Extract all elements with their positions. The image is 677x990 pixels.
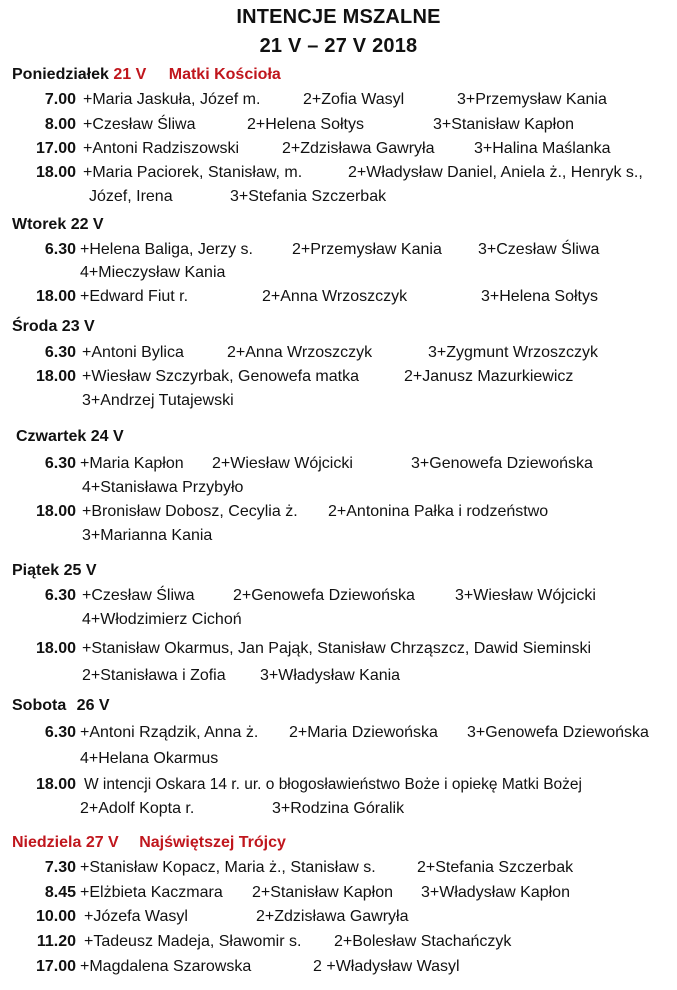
- intention-1: +Maria Kapłon: [80, 455, 184, 472]
- intention-2: 2+Antonina Pałka i rodzeństwo: [328, 503, 549, 520]
- mass-time: 17.00: [35, 958, 76, 975]
- intention-2: 2+Anna Wrzoszczyk: [262, 288, 408, 305]
- mass-time: 8.45: [44, 884, 76, 901]
- intention-1: +Elżbieta Kaczmara: [80, 884, 223, 901]
- feast-name: Matki Kościoła: [168, 66, 281, 83]
- intention-2: 2+Zofia Wasyl: [303, 91, 405, 108]
- intention-cont-1: 2+Stanisława i Zofia: [82, 667, 226, 684]
- mass-time: 7.30: [44, 859, 76, 876]
- mass-row-continuation: [82, 391, 234, 411]
- day-name: Czwartek: [16, 428, 87, 445]
- day-date: 26 V: [76, 697, 110, 714]
- intention-cont-1: 4+Włodzimierz Cichoń: [82, 611, 242, 628]
- intention-3: 3+Czesław Śliwa: [478, 241, 600, 258]
- intention-1: +Józefa Wasyl: [84, 908, 188, 925]
- intention-2: 2+Zdzisława Gawryła: [282, 140, 435, 157]
- intention-3: 3+Przemysław Kania: [457, 91, 607, 108]
- day-heading-friday: [12, 562, 97, 580]
- intention-1: W intencji Oskara 14 r. ur. o błogosławieństwo Boże i opiekę Matki Bożej: [84, 776, 582, 793]
- day-name: Środa: [12, 318, 58, 335]
- day-date: 22 V: [70, 216, 104, 233]
- intention-1: +Antoni Bylica: [82, 344, 184, 361]
- intention-cont-2: 3+Rodzina Góralik: [272, 800, 405, 817]
- intention-cont-1: Józef, Irena: [89, 188, 173, 205]
- day-date: 21 V: [113, 66, 147, 83]
- intention-3: 3+Zygmunt Wrzoszczyk: [428, 344, 598, 361]
- intention-3: 3+Władysław Kapłon: [421, 884, 570, 901]
- mass-time: 6.30: [44, 344, 76, 361]
- intention-cont-1: 4+Helana Okarmus: [80, 750, 219, 767]
- intention-1: +Antoni Radziszowski: [83, 140, 240, 157]
- day-name: Wtorek: [12, 216, 67, 233]
- intention-1: +Antoni Rządzik, Anna ż.: [80, 724, 259, 741]
- intention-2: 2+Stefania Szczerbak: [417, 859, 574, 876]
- intention-2: 2+Przemysław Kania: [292, 241, 442, 258]
- intention-cont-2: 3+Stefania Szczerbak: [230, 188, 387, 205]
- date-range: 21 V – 27 V 2018: [259, 35, 418, 57]
- mass-time: 18.00: [35, 164, 76, 181]
- day-name: Niedziela: [12, 834, 82, 851]
- intention-3: 3+Genowefa Dziewońska: [411, 455, 593, 472]
- day-name: Sobota: [12, 697, 67, 714]
- mass-row-continuation: [89, 187, 387, 207]
- day-name: Poniedziałek: [12, 66, 109, 83]
- day-heading-thursday: [16, 428, 124, 446]
- mass-time: 6.30: [44, 241, 76, 258]
- intention-1: +Helena Baliga, Jerzy s.: [80, 241, 253, 258]
- mass-time: 18.00: [35, 368, 76, 385]
- mass-time: 11.20: [36, 933, 76, 950]
- day-heading-saturday: [12, 697, 110, 715]
- intention-2: 2 +Władysław Wasyl: [313, 958, 460, 975]
- intention-cont-1: 4+Mieczysław Kania: [80, 264, 226, 281]
- intention-1: +Czesław Śliwa: [83, 116, 196, 133]
- mass-time: 18.00: [35, 288, 76, 305]
- intention-1: +Edward Fiut r.: [80, 288, 189, 305]
- intention-1: +Stanisław Okarmus, Jan Pająk, Stanisław Chrząszcz, Dawid Sieminski: [82, 640, 592, 657]
- mass-time: 6.30: [44, 724, 76, 741]
- intention-2: 2+Maria Dziewońska: [289, 724, 438, 741]
- intention-1: +Maria Paciorek, Stanisław, m.: [83, 164, 303, 181]
- intention-2: 2+Janusz Mazurkiewicz: [404, 368, 574, 385]
- intention-1: +Maria Jaskuła, Józef m.: [83, 91, 261, 108]
- intention-1: +Tadeusz Madeja, Sławomir s.: [84, 933, 302, 950]
- day-date: 24 V: [90, 428, 124, 445]
- intention-2: 2+Władysław Daniel, Aniela ż., Henryk s.,: [348, 164, 643, 181]
- mass-time: 6.30: [44, 587, 76, 604]
- day-heading-monday: [12, 66, 281, 84]
- intention-1: +Bronisław Dobosz, Cecylia ż.: [82, 503, 298, 520]
- intention-2: 2+Helena Sołtys: [247, 116, 364, 133]
- mass-time: 18.00: [35, 776, 76, 793]
- intention-2: 2+Stanisław Kapłon: [252, 884, 393, 901]
- day-date: 23 V: [61, 318, 95, 335]
- intention-3: 3+Stanisław Kapłon: [433, 116, 574, 133]
- mass-row-continuation: [80, 749, 218, 769]
- mass-row-continuation: [80, 263, 225, 283]
- mass-row-continuation: [82, 478, 243, 498]
- mass-time: 18.00: [35, 503, 76, 520]
- intention-1: +Czesław Śliwa: [82, 587, 195, 604]
- intention-2: 2+Wiesław Wójcicki: [212, 455, 353, 472]
- day-heading-wednesday: [12, 318, 95, 336]
- day-heading-sunday: [12, 834, 286, 852]
- day-date: 27 V: [85, 834, 119, 851]
- mass-time: 17.00: [35, 140, 76, 157]
- intention-2: 2+Anna Wrzoszczyk: [227, 344, 373, 361]
- intention-2: 2+Genowefa Dziewońska: [233, 587, 415, 604]
- page-title: INTENCJE MSZALNE: [236, 6, 441, 28]
- intention-cont-1: 3+Andrzej Tutajewski: [82, 392, 234, 409]
- intention-cont-1: 3+Marianna Kania: [82, 527, 213, 544]
- mass-row-continuation: [82, 610, 242, 630]
- intention-cont-1: 4+Stanisława Przybyło: [82, 479, 244, 496]
- intention-1: +Wiesław Szczyrbak, Genowefa matka: [82, 368, 359, 385]
- day-date: 25 V: [63, 562, 97, 579]
- intention-2: 2+Bolesław Stachańczyk: [334, 933, 512, 950]
- mass-row-continuation: [82, 526, 212, 546]
- mass-row-continuation: [82, 666, 401, 686]
- intention-cont-1: 2+Adolf Kopta r.: [80, 800, 195, 817]
- intention-3: 3+Halina Maślanka: [474, 140, 611, 157]
- mass-time: 6.30: [44, 455, 76, 472]
- mass-time: 8.00: [44, 116, 76, 133]
- day-name: Piątek: [12, 562, 60, 579]
- day-heading-tuesday: [12, 216, 104, 234]
- intention-2: 2+Zdzisława Gawryła: [256, 908, 409, 925]
- intention-3: 3+Genowefa Dziewońska: [467, 724, 649, 741]
- intention-3: 3+Wiesław Wójcicki: [455, 587, 596, 604]
- mass-time: 18.00: [35, 640, 76, 657]
- mass-time: 7.00: [44, 91, 76, 108]
- intention-3: 3+Helena Sołtys: [481, 288, 598, 305]
- mass-row-continuation: [80, 799, 405, 819]
- intention-1: +Magdalena Szarowska: [80, 958, 252, 975]
- mass-time: 10.00: [35, 908, 76, 925]
- intention-1: +Stanisław Kopacz, Maria ż., Stanisław s.: [80, 859, 376, 876]
- intention-cont-2: 3+Władysław Kania: [260, 667, 401, 684]
- feast-name: Najświętszej Trójcy: [139, 834, 286, 851]
